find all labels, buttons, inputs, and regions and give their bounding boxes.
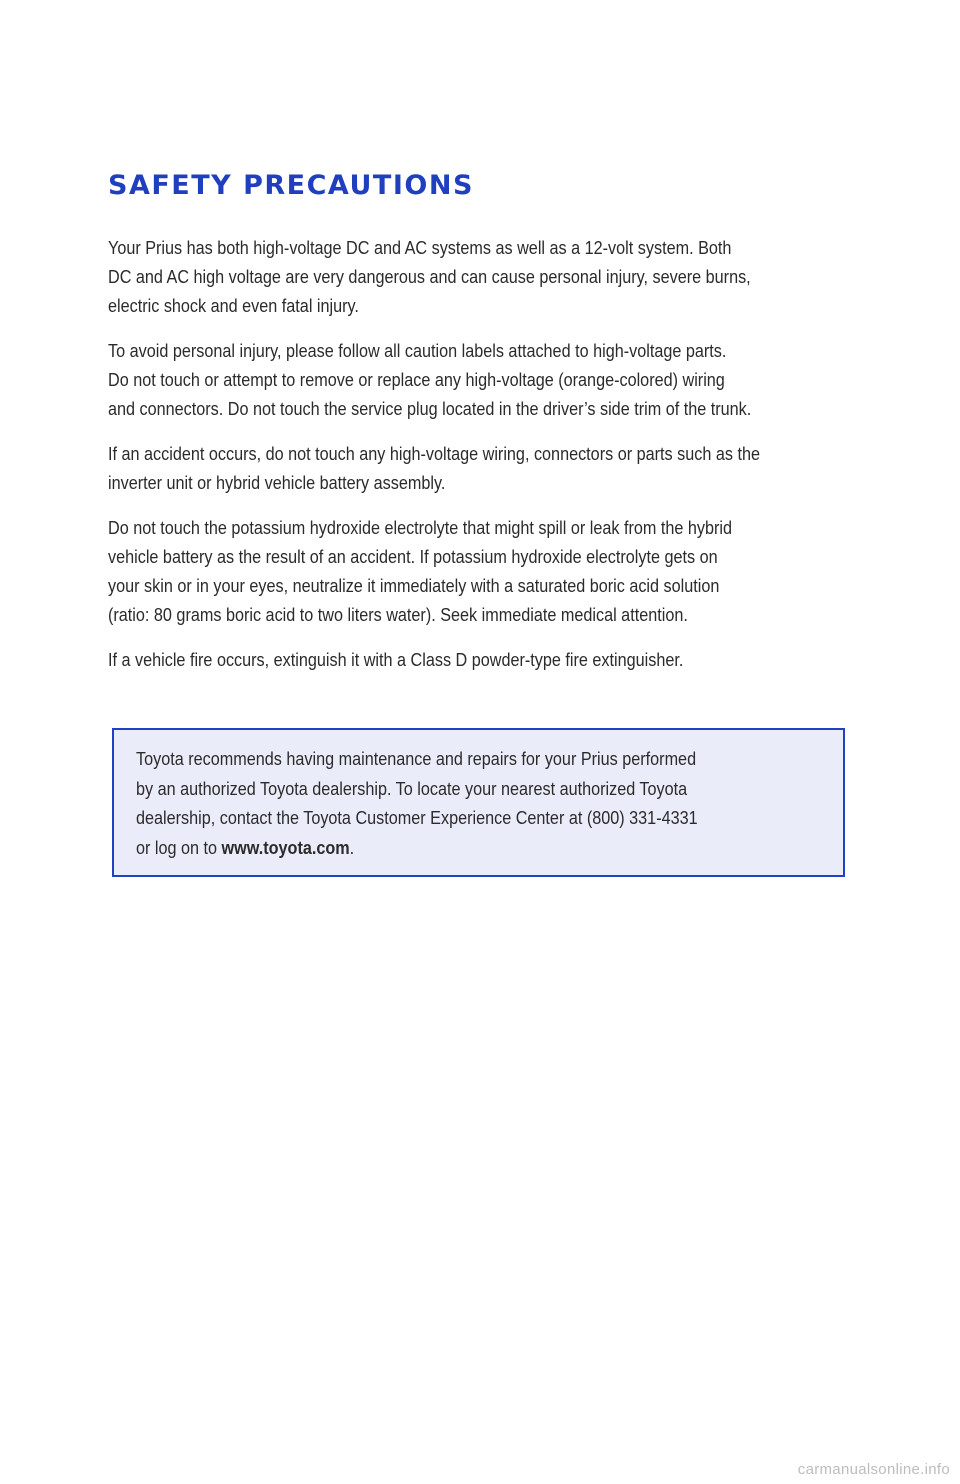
- text-line: and connectors. Do not touch the service plug located in the driver’s side trim of the trunk.: [108, 399, 752, 419]
- text-line: DC and AC high voltage are very dangerous and can cause personal injury, severe burns,: [108, 267, 751, 287]
- notice-prefix: or log on to: [136, 837, 222, 858]
- text-line: Your Prius has both high-voltage DC and AC systems as well as a 12-volt system. Both: [108, 238, 732, 258]
- text-line: vehicle battery as the result of an accident. If potassium hydroxide electrolyte gets on: [108, 547, 718, 567]
- page-title: SAFETY PRECAUTIONS: [108, 170, 474, 201]
- paragraph-accident: [108, 440, 868, 498]
- text-line: Do not touch the potassium hydroxide electrolyte that might spill or leak from the hybrid: [108, 518, 733, 538]
- paragraph-avoid-injury: [108, 337, 868, 424]
- dealership-notice-box: [112, 728, 845, 877]
- text-line: Do not touch or attempt to remove or replace any high-voltage (orange-colored) wiring: [108, 370, 725, 390]
- text-line: If a vehicle fire occurs, extinguish it with a Class D powder-type fire extinguisher.: [108, 650, 684, 670]
- text-line: (ratio: 80 grams boric acid to two liters water). Seek immediate medical attention.: [108, 605, 688, 625]
- text-line: your skin or in your eyes, neutralize it immediately with a saturated boric acid solution: [108, 576, 720, 596]
- paragraph-vehicle-fire: [108, 646, 868, 675]
- safety-body: [108, 234, 868, 691]
- paragraph-electrolyte: [108, 514, 868, 630]
- notice-text: [136, 745, 760, 863]
- notice-suffix: .: [349, 837, 355, 858]
- paragraph-voltage-systems: [108, 234, 868, 321]
- notice-line: dealership, contact the Toyota Customer Experience Center at (800) 331-4331: [136, 808, 698, 828]
- text-line: electric shock and even fatal injury.: [108, 296, 359, 316]
- notice-line-last: [136, 834, 698, 864]
- notice-line: by an authorized Toyota dealership. To locate your nearest authorized Toyota: [136, 778, 688, 799]
- text-line: To avoid personal injury, please follow all caution labels attached to high-voltage parts.: [108, 341, 727, 361]
- watermark: carmanualsonline.info: [797, 1461, 950, 1478]
- toyota-website-link[interactable]: www.toyota.com: [221, 837, 350, 858]
- text-line: inverter unit or hybrid vehicle battery assembly.: [108, 473, 446, 493]
- notice-line: Toyota recommends having maintenance and repairs for your Prius performed: [136, 749, 697, 769]
- text-line: If an accident occurs, do not touch any high-voltage wiring, connectors or parts such as the: [108, 444, 760, 464]
